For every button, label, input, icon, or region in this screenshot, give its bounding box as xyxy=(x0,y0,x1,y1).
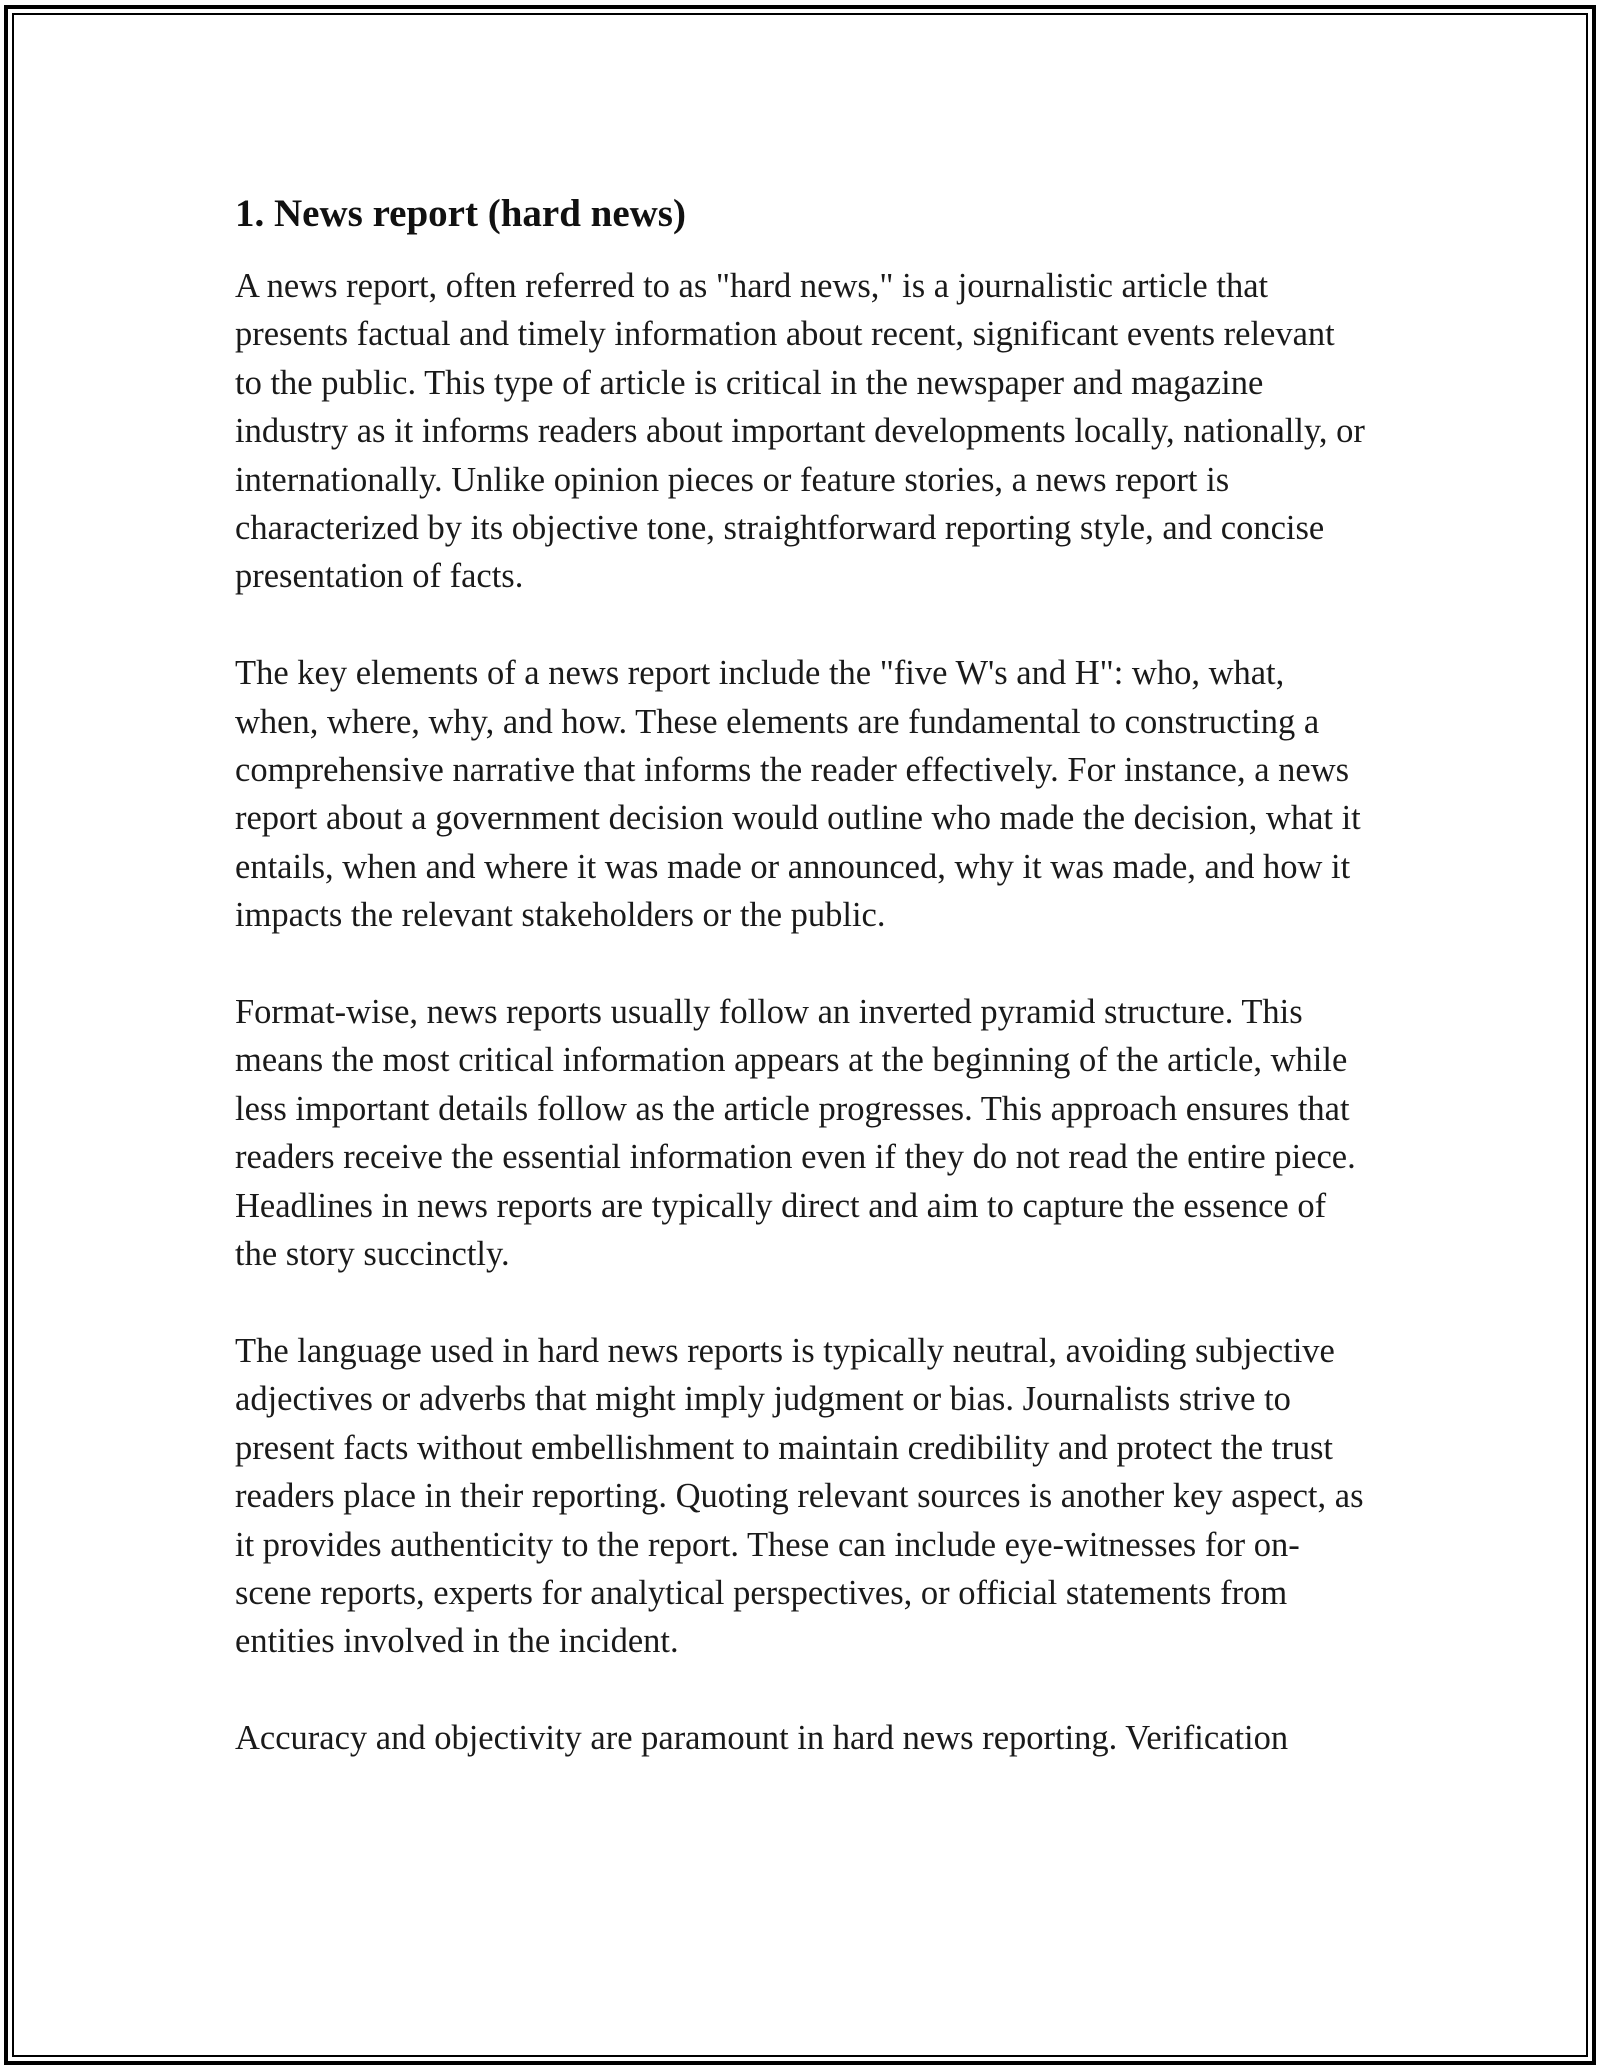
paragraph-3: Format-wise, news reports usually follow an inverted pyramid structure. This means the most critical information appears at the beginning of the article, while less important details follow as the article progresses. This approach ensures that readers receive the essential information even if they do not read the entire piece. Headlines in news reports are typically direct and aim to capture the essence of the story succinctly. xyxy=(235,993,1356,1274)
paragraph-4: The language used in hard news reports is typically neutral, avoiding subjective adjectives or adverbs that might imply judgment or bias. Journalists strive to present facts without embellishment to maintain credibility and protect the trust readers place in their reporting. Quoting relevant sources is another key aspect, as it provides authenticity to the report. These can include eye-witnesses for on-scene reports, experts for analytical perspectives, or official statements from entities involved in the incident. xyxy=(235,1331,1364,1661)
paragraph-5: Accuracy and objectivity are paramount in hard news reporting. Verification xyxy=(235,1719,1289,1758)
section-heading: 1. News report (hard news) xyxy=(235,192,686,235)
paragraph-2: The key elements of a news report include the "five W's and H": who, what, when, where, why, and how. These elements are fundamental to constructing a comprehensive narrative that informs the reader effectively. For instance, a news report about a government decision would outline who made the decision, what it entails, when and where it was made or announced, why it was made, and how it impacts the relevant stakeholders or the public. xyxy=(235,654,1361,935)
document-body xyxy=(235,187,1370,1811)
paragraph-1: A news report, often referred to as "hard news," is a journalistic article that presents factual and timely information about recent, significant events relevant to the public. This type of article is critical in the newspaper and magazine industry as it informs readers about important developments locally, nationally, or internationally. Unlike opinion pieces or feature stories, a news report is characterized by its objective tone, straightforward reporting style, and concise presentation of facts. xyxy=(235,267,1365,596)
